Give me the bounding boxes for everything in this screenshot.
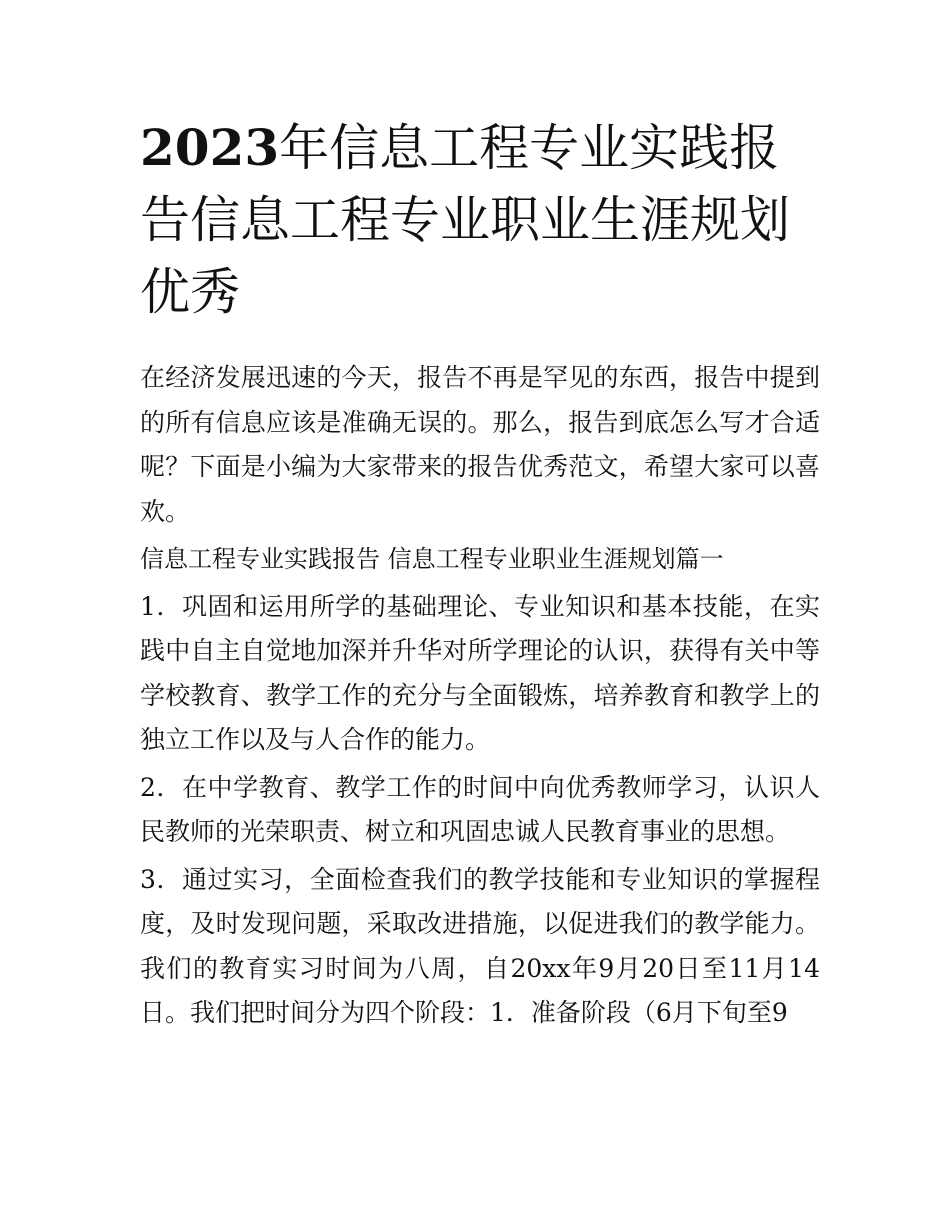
- title-year: 2023: [140, 118, 280, 177]
- paragraph-item-2: 2．在中学教育、教学工作的时间中向优秀教师学习，认识人民教师的光荣职责、树立和巩固忠诚人民教育事业的思想。: [140, 772, 820, 846]
- section-heading: 信息工程专业实践报告 信息工程专业职业生涯规划篇一: [140, 545, 724, 573]
- intro-paragraph: 在经济发展迅速的今天，报告不再是罕见的东西，报告中提到的所有信息应该是准确无误的。那么，报告到底怎么写才合适呢？下面是小编为大家带来的报告优秀范文，希望大家可以喜欢。: [140, 363, 820, 526]
- title-text: 年信息工程专业实践报告信息工程专业职业生涯规划优秀: [140, 119, 790, 321]
- paragraph-item-1: 1．巩固和运用所学的基础理论、专业知识和基本技能，在实践中自主自觉地加深并升华对所学理论的认识，获得有关中等学校教育、教学工作的充分与全面锻炼，培养教育和教学上的独立工作以及与人合作的能力。: [140, 591, 820, 754]
- paragraph-item-3: 3．通过实习，全面检查我们的教学技能和专业知识的掌握程度，及时发现问题，采取改进措施，以促进我们的教学能力。我们的教育实习时间为八周，自20xx年9月20日至11月14日。我们把时间分为四个阶段：1．准备阶段（6月下旬至9: [140, 864, 820, 1027]
- document-title: [140, 112, 820, 328]
- document-body: [140, 356, 820, 1039]
